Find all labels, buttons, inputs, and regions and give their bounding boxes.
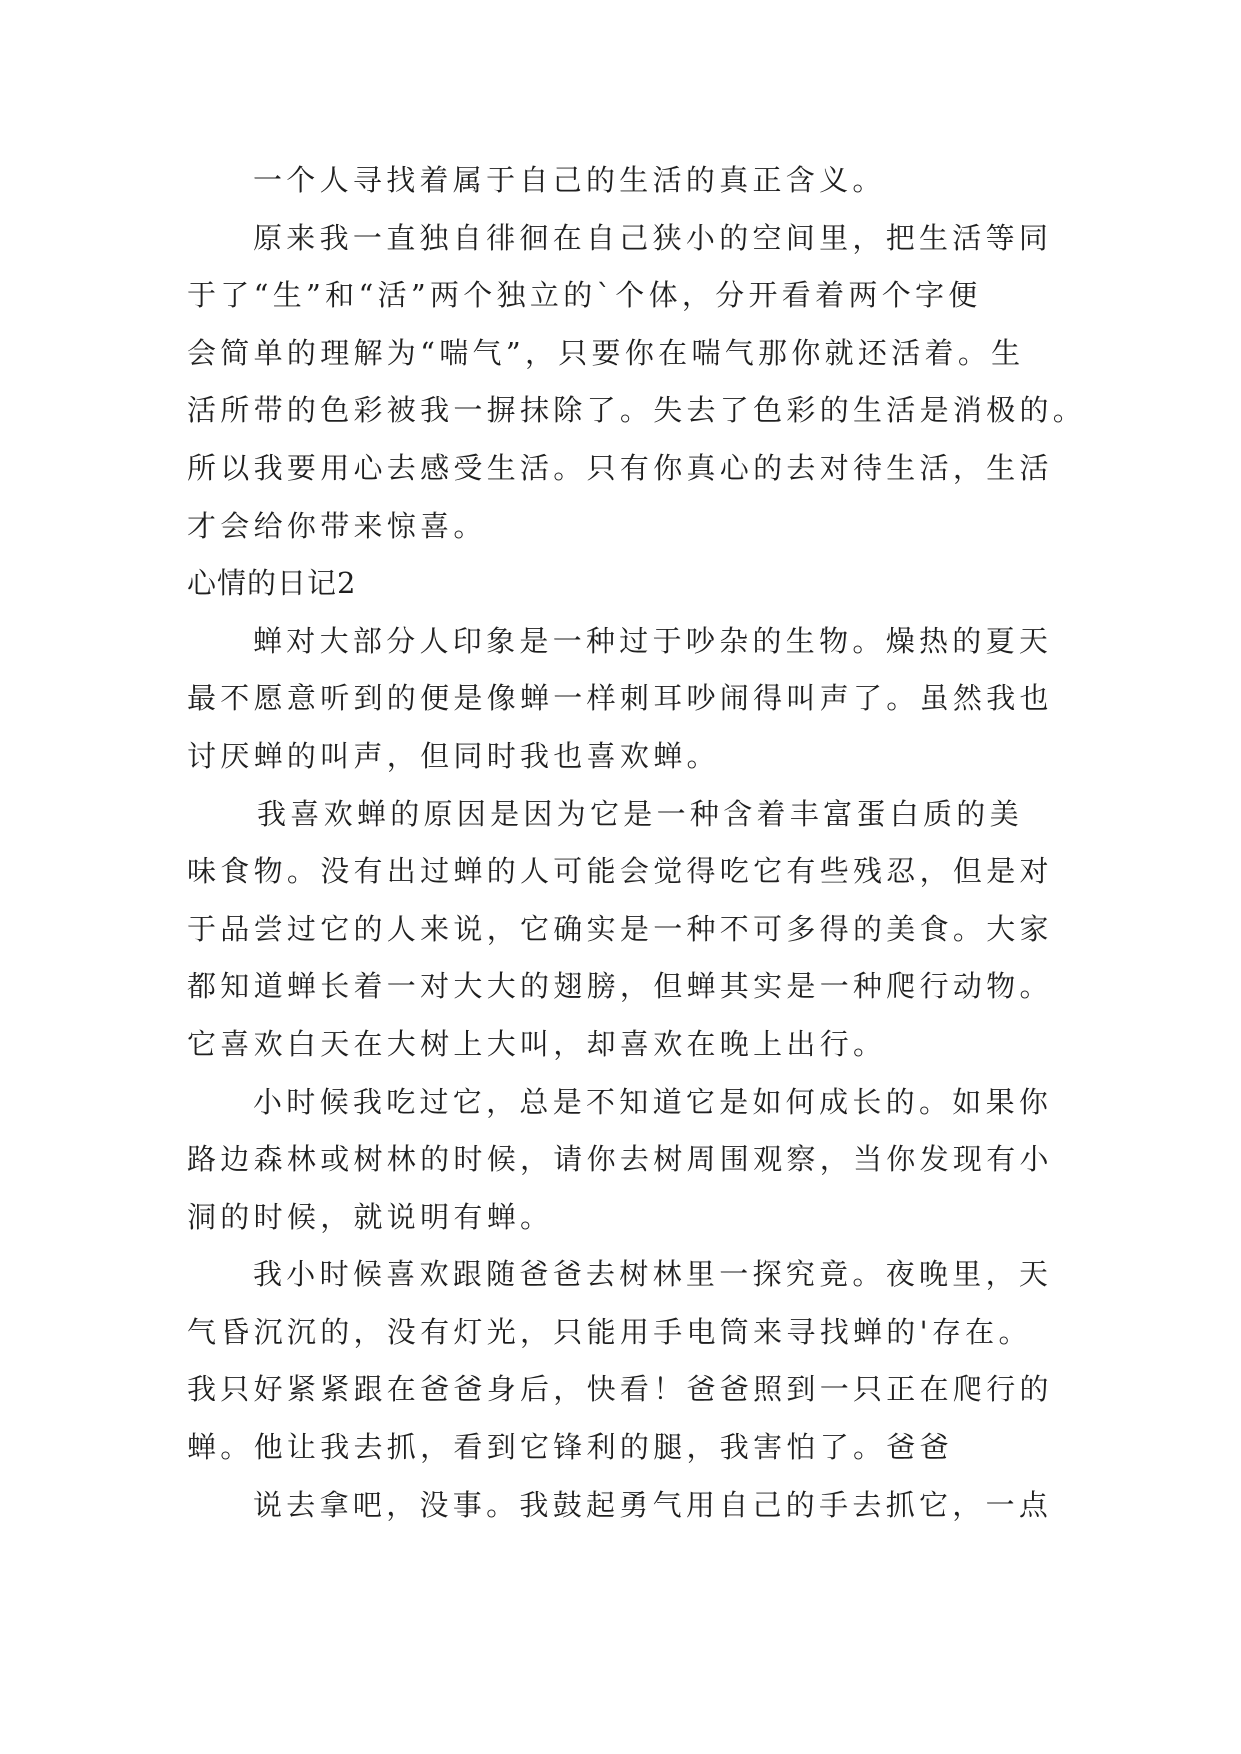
text-line: 所以我要用心去感受生活。只有你真心的去对待生活，生活 [187, 450, 1053, 485]
paragraph [187, 152, 1087, 210]
text-line: 活所带的色彩被我一摒抹除了。失去了色彩的生活是消极的。 [187, 393, 1087, 428]
text-line: 于品尝过它的人来说，它确实是一种不可多得的美食。大家 [187, 911, 1053, 946]
text-line: 小时候我吃过它，总是不知道它是如何成长的。如果你 [253, 1084, 1053, 1119]
paragraph [187, 1074, 1087, 1247]
text-line: 都知道蝉长着一对大大的翅膀，但蝉其实是一种爬行动物。 [187, 969, 1053, 1004]
text-line: 于了“生”和“活”两个独立的`个体，分开看着两个字便 [187, 278, 982, 313]
text-line: 路边森林或树林的时候，请你去树周围观察，当你发现有小 [187, 1142, 1053, 1177]
text-line: 最不愿意听到的便是像蝉一样刺耳吵闹得叫声了。虽然我也 [187, 681, 1053, 716]
text-line: 蝉。他让我去抓，看到它锋利的腿，我害怕了。爸爸 [187, 1430, 953, 1465]
text-line: 才会给你带来惊喜。 [187, 508, 487, 543]
paragraph [187, 210, 1087, 556]
text-line: 会简单的理解为“喘气”，只要你在喘气那你就还活着。生 [187, 335, 1025, 370]
text-line: 味食物。没有出过蝉的人可能会觉得吃它有些残忍，但是对 [187, 854, 1053, 889]
text-line: 我只好紧紧跟在爸爸身后，快看！爸爸照到一只正在爬行的 [187, 1372, 1053, 1407]
text-line: 它喜欢白天在大树上大叫，却喜欢在晚上出行。 [187, 1026, 887, 1061]
paragraph [187, 1246, 1087, 1476]
text-line: 我小时候喜欢跟随爸爸去树林里一探究竟。夜晚里，天 [253, 1257, 1053, 1292]
paragraph [187, 613, 1087, 786]
text-line: 原来我一直独自徘徊在自己狭小的空间里，把生活等同 [253, 220, 1053, 255]
text-line: 洞的时候，就说明有蝉。 [187, 1199, 554, 1234]
text-line: 气昏沉沉的，没有灯光，只能用手电筒来寻找蝉的'存在。 [187, 1314, 1032, 1349]
text-line: 说去拿吧，没事。我鼓起勇气用自己的手去抓它，一点 [253, 1487, 1053, 1522]
text-line: 蝉对大部分人印象是一种过于吵杂的生物。燥热的夏天 [253, 623, 1053, 658]
text-line: 讨厌蝉的叫声，但同时我也喜欢蝉。 [187, 738, 720, 773]
document-body [187, 152, 1087, 1534]
text-line: 我喜欢蝉的原因是因为它是一种含着丰富蛋白质的美 [257, 796, 1023, 831]
paragraph [187, 786, 1087, 1074]
paragraph [187, 1477, 1087, 1535]
text-line: 一个人寻找着属于自己的生活的真正含义。 [253, 163, 886, 197]
section-heading: 心情的日记2 [187, 566, 357, 601]
